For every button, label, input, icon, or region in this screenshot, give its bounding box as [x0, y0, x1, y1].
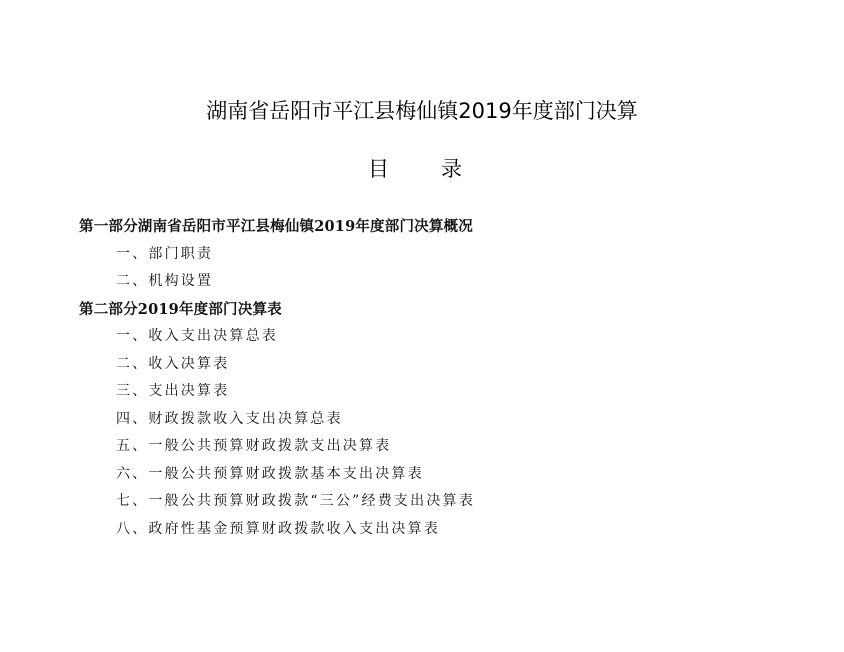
document-title: 湖南省岳阳市平江县梅仙镇2019年度部门决算: [206, 99, 638, 123]
table-of-contents: [79, 213, 819, 543]
toc-item[interactable]: 六、一般公共预算财政拨款基本支出决算表: [116, 465, 424, 482]
toc-item[interactable]: 四、财政拨款收入支出决算总表: [116, 410, 343, 427]
table-of-contents-heading: [368, 154, 462, 184]
toc-item[interactable]: 三、支出决算表: [116, 383, 230, 399]
toc-item[interactable]: 一、收入支出决算总表: [116, 328, 278, 344]
toc-item[interactable]: 二、机构设置: [116, 273, 214, 289]
toc-heading-char-1: 目: [368, 157, 389, 181]
toc-part-2-heading[interactable]: 第二部分2019年度部门决算表: [79, 300, 282, 318]
toc-item[interactable]: 二、收入决算表: [116, 355, 230, 372]
toc-item[interactable]: 八、政府性基金预算财政拨款收入支出决算表: [116, 520, 440, 537]
toc-item[interactable]: 七、一般公共预算财政拨款“三公”经费支出决算表: [116, 493, 475, 509]
toc-part-1-heading[interactable]: 第一部分湖南省岳阳市平江县梅仙镇2019年度部门决算概况: [79, 218, 473, 235]
toc-item[interactable]: 一、部门职责: [116, 245, 214, 262]
toc-heading-char-2: 录: [441, 157, 462, 181]
toc-item[interactable]: 五、一般公共预算财政拨款支出决算表: [116, 438, 392, 454]
